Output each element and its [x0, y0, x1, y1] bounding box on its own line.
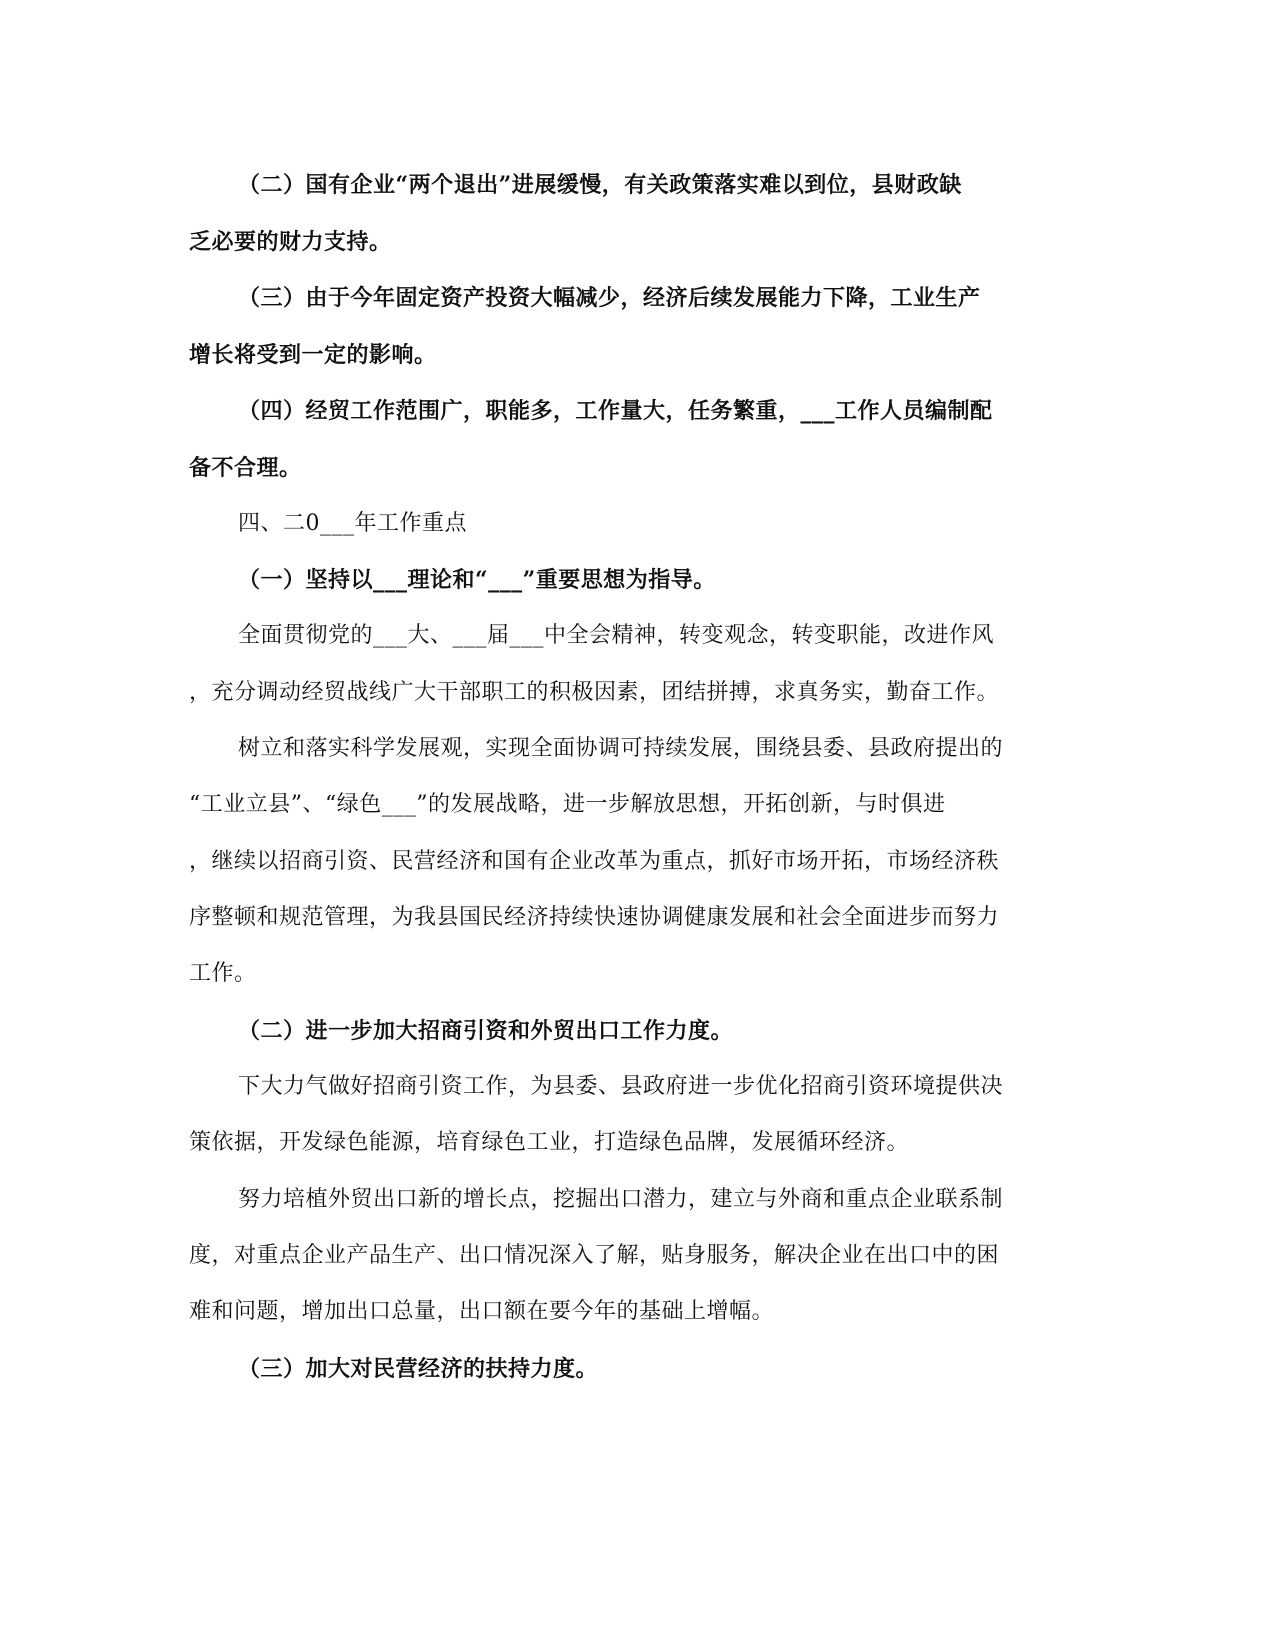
subsection-heading-2: （二）进一步加大招商引资和外贸出口工作力度。 [238, 1018, 734, 1044]
paragraph-heading-3-line-2: 增长将受到一定的影响。 [189, 342, 437, 368]
section-heading: 四、二0___年工作重点 [238, 511, 467, 536]
body-line: 全面贯彻党的___大、___届___中全会精神，转变观念，转变职能，改进作风 [238, 623, 995, 648]
body-line: ，充分调动经贸战线广大干部职工的积极因素，团结拼搏，求真务实，勤奋工作。 [189, 680, 1000, 705]
body-line: 努力培植外贸出口新的增长点，挖掘出口潜力，建立与外商和重点企业联系制 [238, 1187, 1004, 1212]
body-line: 工作。 [189, 961, 257, 986]
paragraph-heading-3-line-1: （三）由于今年固定资产投资大幅减少，经济后续发展能力下降，工业生产 [238, 285, 981, 311]
subsection-heading-3: （三）加大对民营经济的扶持力度。 [238, 1356, 599, 1382]
body-line: 树立和落实科学发展观，实现全面协调可持续发展，围绕县委、县政府提出的 [238, 736, 1004, 761]
paragraph-heading-4-line-1: （四）经贸工作范围广，职能多，工作量大，任务繁重，___工作人员编制配 [238, 398, 993, 424]
paragraph-heading-2-line-2: 乏必要的财力支持。 [189, 229, 392, 255]
body-line: 策依据，开发绿色能源，培育绿色工业，打造绿色品牌，发展循环经济。 [189, 1130, 910, 1155]
subsection-heading-1: （一）坚持以___理论和“___”重要思想为指导。 [238, 567, 716, 593]
paragraph-heading-2-line-1: （二）国有企业“两个退出”进展缓慢，有关政策落实难以到位，县财政缺 [238, 172, 962, 198]
body-line: “工业立县”、“绿色___”的发展战略，进一步解放思想，开拓创新，与时俱进 [189, 792, 946, 817]
body-line: ，继续以招商引资、民营经济和国有企业改革为重点，抓好市场开拓，市场经济秩 [189, 849, 1000, 874]
body-line: 度，对重点企业产品生产、出口情况深入了解，贴身服务，解决企业在出口中的困 [189, 1243, 1000, 1268]
body-line: 下大力气做好招商引资工作，为县委、县政府进一步优化招商引资环境提供决 [238, 1074, 1004, 1099]
paragraph-heading-4-line-2: 备不合理。 [189, 455, 302, 481]
body-line: 序整顿和规范管理，为我县国民经济持续快速协调健康发展和社会全面进步而努力 [189, 905, 1000, 930]
body-line: 难和问题，增加出口总量，出口额在要今年的基础上增幅。 [189, 1299, 775, 1324]
